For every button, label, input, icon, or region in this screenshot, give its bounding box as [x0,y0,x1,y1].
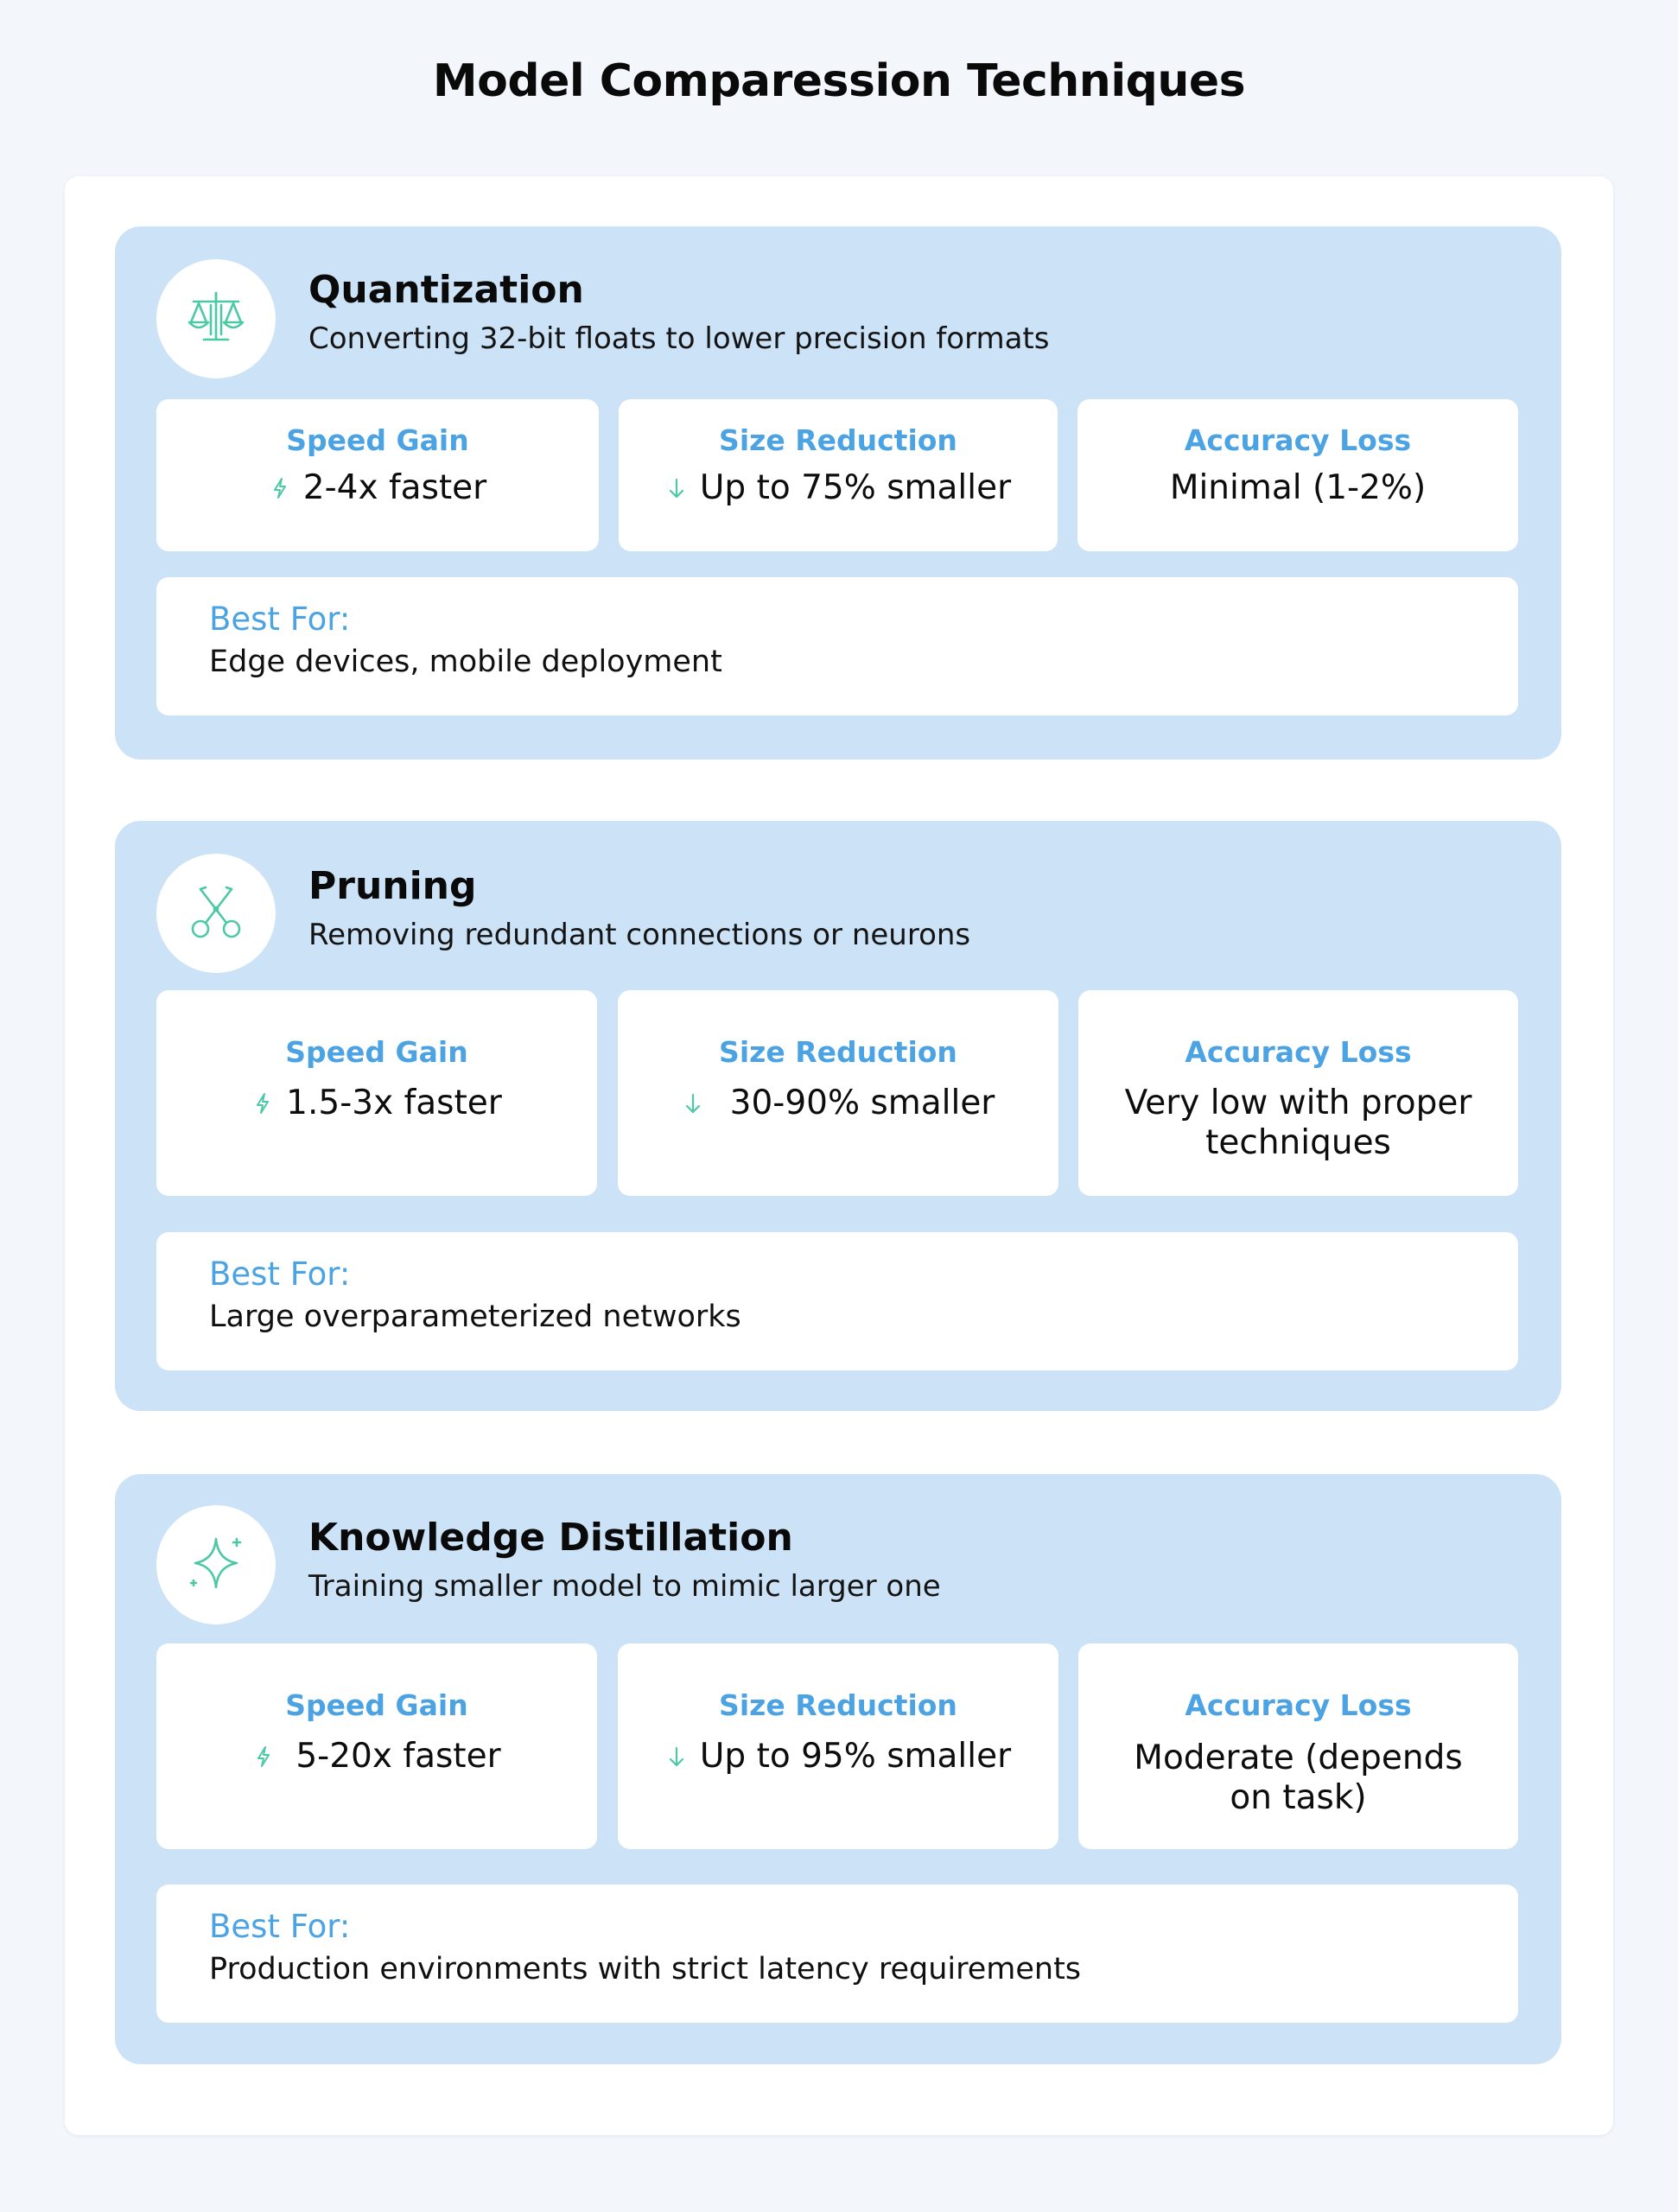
icon-badge [156,854,276,973]
metric-label: Speed Gain [285,1035,468,1069]
metric-value: 5-20x faster [296,1737,501,1776]
metric-accuracy-loss [1077,399,1518,551]
technique-description: Training smaller model to mimic larger one [308,1569,941,1604]
best-for-label: Best For: [209,1255,351,1293]
metric-value: Up to 95% smaller [699,1737,1012,1776]
metric-accuracy-loss [1078,1643,1518,1849]
scissors-icon [181,877,251,950]
metric-value: Up to 75% smaller [699,468,1012,507]
metric-value-line: techniques [1205,1123,1391,1162]
metric-label: Speed Gain [286,423,469,457]
best-for-text: Edge devices, mobile deployment [209,645,722,679]
metric-label: Speed Gain [285,1688,468,1722]
technique-title: Pruning [308,864,477,908]
metric-value-line: on task) [1230,1778,1367,1817]
metric-label: Accuracy Loss [1185,1688,1412,1722]
page-title: Model Comparession Techniques [432,55,1246,107]
metric-value-row [618,1737,1058,1777]
metric-value-line: Very low with proper [1124,1084,1472,1122]
metric-value [1078,1084,1518,1163]
arrow-down-icon [665,469,688,492]
metric-size-reduction [619,399,1058,551]
metric-label: Size Reduction [719,1688,957,1722]
metric-speed-gain [156,1643,597,1849]
sparkles-icon [181,1529,251,1601]
metric-accuracy-loss [1078,990,1518,1196]
best-for-box [156,1232,1518,1370]
technique-section-knowledge-distillation [115,1474,1561,2064]
technique-description: Removing redundant connections or neurons [308,918,971,952]
best-for-label: Best For: [209,1908,351,1945]
lightning-icon [269,469,291,492]
metric-value: Minimal (1-2%) [1169,468,1427,507]
balance-scale-icon [181,283,251,355]
metric-size-reduction [618,1643,1058,1849]
metric-speed-gain [156,399,599,551]
arrow-down-icon [665,1738,688,1760]
best-for-box [156,577,1518,715]
best-for-box [156,1885,1518,2023]
best-for-text: Production environments with strict latency requirements [209,1952,1082,1986]
metric-value: 1.5-3x faster [286,1084,502,1122]
metric-value-row [619,468,1058,508]
metric-speed-gain [156,990,597,1196]
best-for-label: Best For: [209,601,351,638]
metric-value: 2-4x faster [302,468,487,507]
metric-value-row [156,1737,597,1777]
technique-section-quantization [115,226,1561,760]
metric-size-reduction [618,990,1058,1196]
lightning-icon [251,1084,274,1107]
icon-badge [156,1505,276,1624]
technique-title: Knowledge Distillation [308,1516,793,1560]
lightning-icon [252,1738,275,1760]
icon-badge [156,259,276,378]
technique-description: Converting 32-bit floats to lower precision formats [308,321,1050,356]
metric-value-row [156,468,599,508]
technique-title: Quantization [308,268,584,312]
metric-value: 30-90% smaller [729,1084,995,1122]
metric-label: Size Reduction [719,1035,957,1069]
metric-label: Size Reduction [719,423,957,457]
best-for-text: Large overparameterized networks [209,1300,741,1334]
metric-label: Accuracy Loss [1184,423,1412,457]
metric-label: Accuracy Loss [1185,1035,1412,1069]
technique-section-pruning [115,821,1561,1411]
metric-value [1078,1738,1518,1818]
metric-value-row [618,1084,1058,1123]
arrow-down-icon [682,1084,704,1107]
metric-value-line: Moderate (depends [1134,1738,1463,1777]
metric-value-row [156,1084,597,1123]
